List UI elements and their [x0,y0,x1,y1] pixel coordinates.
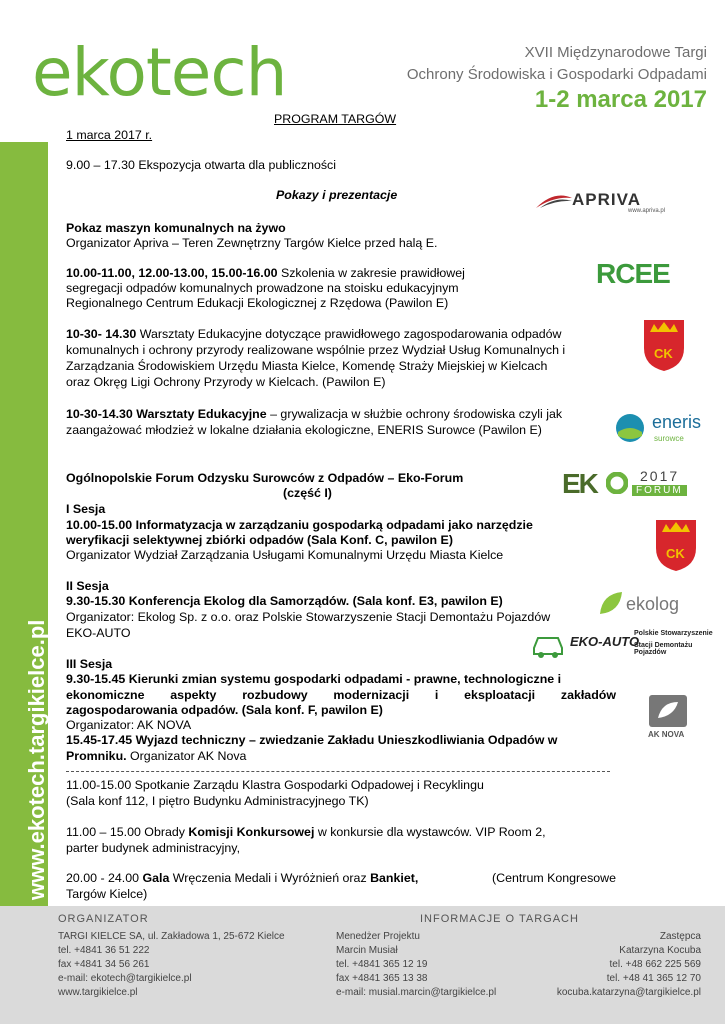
ak-nova-text: AK NOVA [648,730,685,739]
organizer-email[interactable]: e-mail: ekotech@targikielce.pl [58,973,192,984]
e3-mid: Wręczenia Medali i Wyróżnień oraz [169,871,371,885]
event2-line2: parter budynek administracyjny, [66,841,241,855]
session2-heading: II Sesja [66,579,109,593]
s3-word: ekonomiczne [66,688,145,702]
b2-line1 [66,265,465,281]
e2-time: 11.00 – 15.00 Obrady [66,825,189,839]
kielce-crest-logo-2 [653,518,699,572]
eneris-circle-icon [614,412,646,444]
eko-forum-ring-icon [606,472,628,494]
organizer-heading: ORGANIZATOR [58,913,149,925]
shows-heading: Pokazy i prezentacje [276,188,398,202]
session1-line3: Organizator Wydział Zarządzania Usługami Komunalnymi Urzędu Miasta Kielce [66,548,504,562]
fair-name-line2: Ochrony Środowiska i Gospodarki Odpadami [406,66,707,83]
ekolog-text: ekolog [626,594,680,614]
b3-time: 10-30- 14.30 [66,327,137,341]
event3-line1 [66,870,616,886]
event1-line1: 11.00-15.00 Spotkanie Zarządu Klastra Gospodarki Odpadowej i Recyklingu [66,778,484,792]
b2-text: Szkolenia w zakresie prawidłowej [277,266,465,280]
event1-line2: (Sala konf 112, I piętro Budynku Administracyjnego TK) [66,794,369,808]
b2-line2: segregacji odpadów komunalnych prowadzone na stoisku edukacyjnym [66,281,459,295]
apriva-logo [534,186,674,216]
ekolog-leaf-icon [598,590,624,616]
eneris-logo [614,410,708,446]
eko-auto-text: EKO-AUTO [570,634,640,649]
b1-line2: Organizator Apriva – Teren Zewnętrzny Targów Kielce przed halą E. [66,236,438,250]
sidebar-url[interactable]: www.ekotech.targikielce.pl [24,619,49,900]
apriva-url: www.apriva.pl [628,208,666,214]
kielce-ck-text: CK [666,546,685,561]
organizer-www[interactable]: www.targikielce.pl [58,987,138,998]
s3-organizer: Organizator AK Nova [126,749,247,763]
organizer-fax: fax +4841 34 56 261 [58,959,150,970]
s3-word: modernizacji [333,688,410,702]
deputy-name: Katarzyna Kocuba [619,945,701,956]
eneris-sub: surowce [654,434,684,443]
b3-text: Warsztaty Edukacyjne dotyczące prawidłowego zagospodarowania odpadów [136,327,562,341]
manager-email[interactable]: e-mail: musial.marcin@targikielce.pl [336,987,497,998]
event3-line2: Targów Kielce) [66,887,148,901]
session2-line3: EKO-AUTO [66,626,131,640]
session1-line1: 10.00-15.00 Informatyzacja w zarządzaniu gospodarką odpadami jako narzędzie [66,518,533,532]
deputy-email[interactable]: kocuba.katarzyna@targikielce.pl [556,987,701,998]
kielce-crest-icon [653,518,699,572]
s3-word: eksploatacji [464,688,536,702]
e3-post: (Centrum Kongresowe [492,871,616,885]
session1-heading: I Sesja [66,502,106,516]
session2-line1: 9.30-15.30 Konferencja Ekolog dla Samorządów. (Sala konf. E3, pawilon E) [66,594,503,608]
b3-line2: komunalnych i ochrony przyrody realizowane wspólnie przez Wydział Usług Komunalnych i [66,343,566,357]
s3-word: i [434,688,439,702]
organizer-address: TARGI KIELCE SA, ul. Zakładowa 1, 25-672 Kielce [58,931,285,942]
deputy-tel1: tel. +48 662 225 569 [609,959,701,970]
eko-forum-year: 2017 [640,468,680,484]
eneris-text: eneris [652,412,702,432]
session3-line6 [66,748,246,764]
forum-part: (część I) [283,486,332,500]
session3-line4: Organizator: AK NOVA [66,718,192,732]
b4-line2: zaangażować młodzież w lokalne działania ekologiczne, ENERIS Surowce (Pawilon E) [66,423,542,437]
eko-auto-line1: Polskie Stowarzyszenie [634,630,713,637]
kielce-ck-text: CK [654,346,673,361]
session3-line2 [66,687,616,703]
kielce-crest-logo [641,318,687,372]
deputy-tel2: tel. +48 41 365 12 70 [606,973,701,984]
session3-line3: zagospodarowania odpadów. (Sala konf. F, pawilon E) [66,703,383,717]
b2-time: 10.00-11.00, 12.00-13.00, 15.00-16.00 [66,266,278,280]
kielce-crest-icon [641,318,687,372]
fair-dates: 1-2 marca 2017 [534,86,707,113]
recycling-car-icon [530,628,566,660]
b4-line1 [66,406,562,422]
b1-title: Pokaz maszyn komunalnych na żywo [66,221,286,235]
e3-gala: Gala [142,871,170,885]
event2-line1 [66,824,546,840]
e3-time-text: 20.00 - 24.00 [66,871,143,885]
b4-text: – grywalizacja w służbie ochrony środowiska czyli jak [266,407,563,421]
b3-line1 [66,326,561,342]
forum-title: Ogólnopolskie Forum Odzysku Surowców z Odpadów – Eko-Forum [66,471,464,485]
manager-fax: fax +4841 365 13 38 [336,973,428,984]
fair-name-line1: XVII Międzynarodowe Targi [524,44,707,61]
manager-tel: tel. +4841 365 12 19 [336,959,428,970]
session1-line2: weryfikacji selektywnej zbiórki odpadów (Sala Konf. C, pawilon E) [66,533,453,547]
organizer-tel: tel. +4841 36 51 222 [58,945,150,956]
e3-time [66,870,418,886]
manager-name: Marcin Musiał [336,945,398,956]
program-date: 1 marca 2017 r. [66,128,153,142]
s3-word: rozbudowy [242,688,308,702]
session2-line2: Organizator: Ekolog Sp. z o.o. oraz Polskie Stowarzyszenie Stacji Demontażu Pojazdów [66,610,551,624]
program-title: PROGRAM TARGÓW [274,112,397,126]
session3-line5: 15.45-17.45 Wyjazd techniczny – zwiedzanie Zakładu Unieszkodliwiania Odpadów w [66,733,558,747]
ak-nova-logo [648,694,688,742]
eko-forum-letters: EK [562,468,597,499]
b3-line4: oraz Okręg Ligi Ochrony Przyrody w Kielcach. (Pawilon E) [66,375,386,389]
b4-title: 10-30-14.30 Warsztaty Edukacyjne [66,407,267,421]
deputy-role: Zastępca [659,931,701,942]
session3-heading: III Sesja [66,657,113,671]
s3-word: aspekty [170,688,217,702]
ekolog-logo [598,590,694,620]
apriva-swoosh-icon [534,190,574,210]
info-heading: INFORMACJE O TARGACH [420,913,579,925]
rcee-logo: RCEE [596,258,670,289]
eko-auto-logo [530,628,720,662]
s3-promnik: Promniku. [66,749,127,763]
s3-word: zakładów [560,688,616,702]
session3-line1: 9.30-15.45 Kierunki zmian systemu gospodarki odpadami - prawne, technologiczne i [66,672,562,686]
expo-hours: 9.00 – 17.30 Ekspozycja otwarta dla publiczności [66,158,336,172]
eko-auto-line2: Stacji Demontażu Pojazdów [634,642,693,656]
eko-forum-word: FORUM [632,485,687,496]
b3-line3: Zarządzania Środowiskiem Urzędu Miasta Kielce, Komendę Straży Miejskiej w Kielcach [66,359,548,373]
e2-text: w konkursie dla wystawców. VIP Room 2, [314,825,546,839]
apriva-text: APRIVA [572,190,641,209]
e2-commission: Komisji Konkursowej [188,825,315,839]
ak-nova-icon [648,694,688,728]
manager-role: Menedżer Projektu [336,931,420,942]
dashed-divider [66,771,610,772]
ekotech-logo: ekotech [32,34,287,111]
e3-bankiet: Bankiet, [370,871,419,885]
b2-line3: Regionalnego Centrum Edukacji Ekologicznej z Rzędowa (Pawilon E) [66,296,449,310]
eko-forum-logo [562,468,702,500]
